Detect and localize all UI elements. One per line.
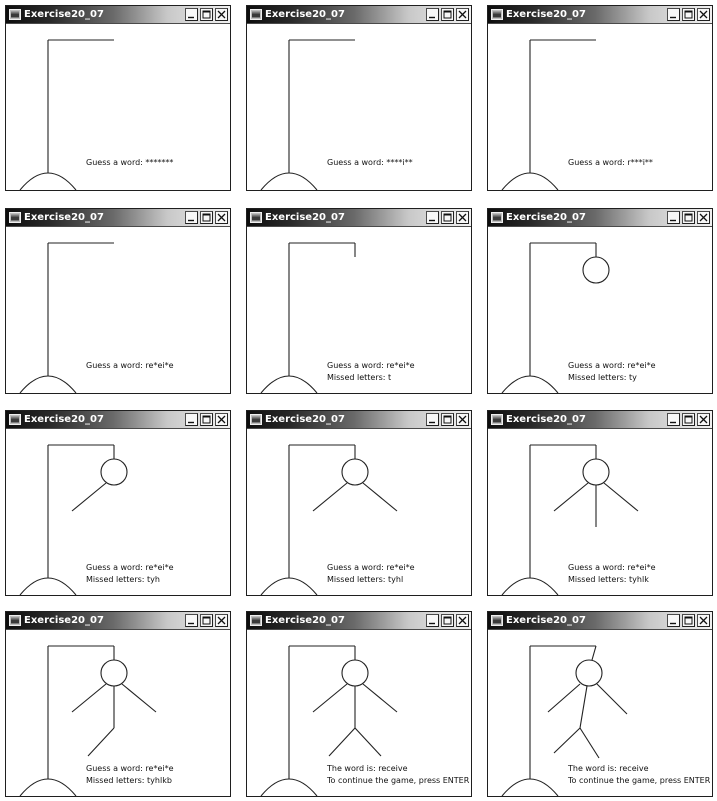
hangman-left-arm (313, 684, 347, 712)
window-controls (185, 413, 228, 426)
minimize-button[interactable] (426, 8, 439, 21)
game-canvas[interactable] (488, 429, 712, 595)
app-icon (491, 212, 503, 223)
game-canvas[interactable] (247, 630, 471, 796)
gallows-base (261, 779, 317, 796)
final-word-text: The word is: receive (327, 764, 408, 773)
hangman-head (576, 660, 602, 686)
window-title: Exercise20_07 (265, 414, 345, 425)
minimize-icon (428, 10, 437, 19)
hangman-left-arm (548, 684, 580, 712)
hangman-window-2 (246, 5, 472, 191)
close-icon (699, 213, 708, 222)
game-canvas[interactable] (247, 227, 471, 393)
minimize-button[interactable] (667, 413, 680, 426)
hangman-window-7 (5, 410, 231, 596)
hangman-window-1 (5, 5, 231, 191)
missed-letters-text: Missed letters: tyhlkb (86, 776, 172, 785)
maximize-icon (202, 415, 211, 424)
game-canvas[interactable] (488, 227, 712, 393)
window-title-bar[interactable] (488, 612, 712, 630)
app-icon (250, 615, 262, 626)
maximize-button[interactable] (200, 614, 213, 627)
missed-letters-text: Missed letters: tyhlk (568, 575, 649, 584)
window-title: Exercise20_07 (506, 414, 586, 425)
close-button[interactable] (697, 8, 710, 21)
window-controls (426, 8, 469, 21)
maximize-icon (684, 213, 693, 222)
window-controls (185, 614, 228, 627)
window-title: Exercise20_07 (265, 9, 345, 20)
hangman-right-arm (363, 483, 397, 511)
window-title: Exercise20_07 (24, 212, 104, 223)
status-text (86, 361, 226, 371)
maximize-button[interactable] (200, 413, 213, 426)
minimize-icon (187, 415, 196, 424)
hangman-right-arm (122, 684, 156, 712)
window-controls (426, 614, 469, 627)
window-controls (667, 413, 710, 426)
maximize-icon (202, 616, 211, 625)
close-icon (699, 415, 708, 424)
window-title-bar[interactable] (6, 612, 230, 630)
gallows-base (20, 376, 76, 393)
minimize-button[interactable] (185, 8, 198, 21)
close-icon (217, 616, 226, 625)
guess-word-text: Guess a word: re*ei*e (86, 563, 174, 572)
hangman-window-11 (246, 611, 472, 797)
minimize-icon (187, 616, 196, 625)
guess-word-text: Guess a word: ******* (86, 158, 174, 167)
maximize-button[interactable] (441, 8, 454, 21)
minimize-button[interactable] (667, 614, 680, 627)
app-icon (250, 212, 262, 223)
close-icon (458, 415, 467, 424)
continue-instruction-text: To continue the game, press ENTER (568, 776, 711, 785)
close-button[interactable] (456, 211, 469, 224)
maximize-button[interactable] (441, 614, 454, 627)
window-title: Exercise20_07 (506, 615, 586, 626)
status-text (568, 361, 708, 383)
close-button[interactable] (215, 211, 228, 224)
hangman-head (583, 257, 609, 283)
app-icon (491, 615, 503, 626)
close-icon (217, 415, 226, 424)
status-text (86, 764, 226, 786)
close-button[interactable] (215, 614, 228, 627)
maximize-icon (202, 213, 211, 222)
hangman-head (342, 660, 368, 686)
minimize-icon (187, 213, 196, 222)
continue-instruction-text: To continue the game, press ENTER (327, 776, 470, 785)
minimize-icon (428, 213, 437, 222)
hangman-window-3 (487, 5, 713, 191)
close-icon (699, 10, 708, 19)
close-button[interactable] (697, 413, 710, 426)
app-icon (491, 414, 503, 425)
window-title-bar[interactable] (247, 6, 471, 24)
window-title-bar[interactable] (488, 209, 712, 227)
missed-letters-text: Missed letters: tyhl (327, 575, 404, 584)
final-word-text: The word is: receive (568, 764, 649, 773)
maximize-button[interactable] (682, 614, 695, 627)
game-canvas[interactable] (488, 24, 712, 190)
status-text (327, 764, 470, 786)
maximize-button[interactable] (200, 8, 213, 21)
status-text (327, 158, 467, 168)
minimize-icon (669, 616, 678, 625)
window-title: Exercise20_07 (265, 615, 345, 626)
window-title-bar[interactable] (6, 411, 230, 429)
hangman-right-leg (580, 728, 599, 758)
gallows-base (20, 779, 76, 796)
window-title: Exercise20_07 (506, 9, 586, 20)
close-icon (458, 616, 467, 625)
hangman-window-5 (246, 208, 472, 394)
hangman-head (101, 459, 127, 485)
window-controls (426, 211, 469, 224)
maximize-button[interactable] (682, 413, 695, 426)
minimize-button[interactable] (426, 211, 439, 224)
close-icon (458, 10, 467, 19)
hangman-window-12 (487, 611, 713, 797)
maximize-icon (684, 415, 693, 424)
window-title-bar[interactable] (247, 209, 471, 227)
minimize-button[interactable] (667, 211, 680, 224)
app-icon (9, 615, 21, 626)
missed-letters-text: Missed letters: ty (568, 373, 637, 382)
hangman-right-arm (363, 684, 397, 712)
hangman-left-leg (88, 728, 114, 756)
minimize-button[interactable] (185, 413, 198, 426)
missed-letters-text: Missed letters: tyh (86, 575, 160, 584)
minimize-icon (187, 10, 196, 19)
window-controls (667, 211, 710, 224)
game-canvas[interactable] (6, 630, 230, 796)
guess-word-text: Guess a word: re*ei*e (86, 361, 174, 370)
hangman-window-10 (5, 611, 231, 797)
gallows-base (20, 578, 76, 595)
maximize-button[interactable] (441, 413, 454, 426)
window-controls (667, 614, 710, 627)
close-button[interactable] (697, 211, 710, 224)
hangman-head (583, 459, 609, 485)
status-text (327, 563, 467, 585)
maximize-button[interactable] (200, 211, 213, 224)
hangman-window-6 (487, 208, 713, 394)
window-title-bar[interactable] (247, 612, 471, 630)
window-title: Exercise20_07 (24, 9, 104, 20)
window-title-bar[interactable] (6, 6, 230, 24)
window-controls (185, 8, 228, 21)
window-title: Exercise20_07 (506, 212, 586, 223)
gallows-base (261, 173, 317, 190)
hangman-window-9 (487, 410, 713, 596)
guess-word-text: Guess a word: re*ei*e (327, 361, 415, 370)
minimize-button[interactable] (185, 211, 198, 224)
status-text (86, 563, 226, 585)
close-icon (217, 10, 226, 19)
gallows-base (502, 578, 558, 595)
app-icon (250, 414, 262, 425)
window-controls (426, 413, 469, 426)
gallows-base (502, 779, 558, 796)
window-controls (185, 211, 228, 224)
close-button[interactable] (215, 8, 228, 21)
window-title-bar[interactable] (6, 209, 230, 227)
gallows-base (502, 173, 558, 190)
minimize-button[interactable] (667, 8, 680, 21)
guess-word-text: Guess a word: r***i** (568, 158, 653, 167)
maximize-button[interactable] (682, 211, 695, 224)
close-icon (217, 213, 226, 222)
hangman-body (580, 686, 587, 728)
game-canvas[interactable] (247, 24, 471, 190)
status-text (568, 764, 711, 786)
app-icon (250, 9, 262, 20)
maximize-icon (684, 616, 693, 625)
hangman-left-arm (72, 684, 106, 712)
game-canvas[interactable] (6, 227, 230, 393)
guess-word-text: Guess a word: ****i** (327, 158, 413, 167)
maximize-icon (202, 10, 211, 19)
hangman-right-arm (604, 483, 638, 511)
maximize-button[interactable] (682, 8, 695, 21)
hangman-head (101, 660, 127, 686)
game-canvas[interactable] (6, 429, 230, 595)
hangman-left-arm (554, 483, 588, 511)
gallows-base (261, 578, 317, 595)
minimize-button[interactable] (426, 614, 439, 627)
maximize-icon (684, 10, 693, 19)
minimize-icon (428, 415, 437, 424)
window-title-bar[interactable] (488, 411, 712, 429)
window-title: Exercise20_07 (24, 615, 104, 626)
guess-word-text: Guess a word: re*ei*e (327, 563, 415, 572)
gallows-base (261, 376, 317, 393)
game-canvas[interactable] (488, 630, 712, 796)
missed-letters-text: Missed letters: t (327, 373, 392, 382)
guess-word-text: Guess a word: re*ei*e (86, 764, 174, 773)
maximize-button[interactable] (441, 211, 454, 224)
hanging-rope (592, 646, 596, 660)
hangman-right-leg (355, 728, 381, 756)
status-text (568, 563, 708, 585)
hangman-right-arm (597, 684, 627, 714)
minimize-icon (669, 415, 678, 424)
maximize-icon (443, 213, 452, 222)
gallows-base (502, 376, 558, 393)
window-title: Exercise20_07 (24, 414, 104, 425)
hangman-left-arm (72, 483, 106, 511)
guess-word-text: Guess a word: re*ei*e (568, 563, 656, 572)
close-button[interactable] (697, 614, 710, 627)
close-icon (699, 616, 708, 625)
window-title-bar[interactable] (488, 6, 712, 24)
hangman-head (342, 459, 368, 485)
app-icon (9, 414, 21, 425)
minimize-button[interactable] (426, 413, 439, 426)
close-button[interactable] (456, 413, 469, 426)
status-text (568, 158, 708, 168)
app-icon (9, 9, 21, 20)
minimize-icon (428, 616, 437, 625)
close-button[interactable] (215, 413, 228, 426)
status-text (327, 361, 467, 383)
maximize-icon (443, 616, 452, 625)
maximize-icon (443, 10, 452, 19)
app-icon (9, 212, 21, 223)
gallows-base (20, 173, 76, 190)
status-text (86, 158, 226, 168)
maximize-icon (443, 415, 452, 424)
minimize-icon (669, 213, 678, 222)
window-title-bar[interactable] (247, 411, 471, 429)
game-canvas[interactable] (247, 429, 471, 595)
minimize-icon (669, 10, 678, 19)
app-icon (491, 9, 503, 20)
window-title: Exercise20_07 (265, 212, 345, 223)
game-canvas[interactable] (6, 24, 230, 190)
hangman-left-leg (554, 728, 580, 753)
minimize-button[interactable] (185, 614, 198, 627)
hangman-window-8 (246, 410, 472, 596)
hangman-left-arm (313, 483, 347, 511)
close-button[interactable] (456, 8, 469, 21)
hangman-left-leg (329, 728, 355, 756)
guess-word-text: Guess a word: re*ei*e (568, 361, 656, 370)
window-controls (667, 8, 710, 21)
close-button[interactable] (456, 614, 469, 627)
close-icon (458, 213, 467, 222)
hangman-window-4 (5, 208, 231, 394)
